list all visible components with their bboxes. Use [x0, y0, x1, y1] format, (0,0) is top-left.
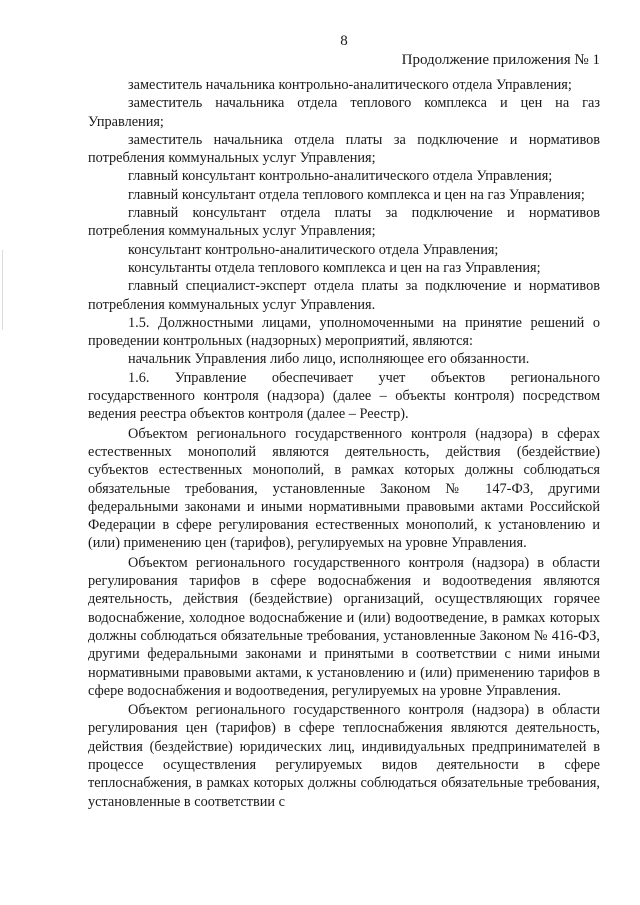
paragraph-chief-consultant-connection-dept: главный консультант отдела платы за подключение и нормативов потребления коммунальных услуг Управления;	[88, 205, 600, 240]
paragraph-water-supply-object: Объектом регионального государственного контроля (надзора) в области регулирования тарифов в сфере водоснабжения и водоотведения являются деятельность, действия (бездействие) организаций, осуществляющих горячее водоснабжение, холодное водоснабжение и (или) водоотведение, в рамках которых должны соблюдаться обязательные требования, установленные Законом № 416-ФЗ, другими федеральными законами и принятыми в соответствии с ними иными нормативными правовыми актами, к установлению и (или) применению тарифов в сфере водоснабжения и водоотведения, регулируемых на уровне Управления.	[88, 554, 600, 699]
page-number: 8	[340, 33, 348, 49]
document-body	[88, 76, 600, 811]
paragraph-consultant-control-dept: консультант контрольно-аналитического отдела Управления;	[128, 241, 499, 258]
appendix-continuation-note: Продолжение приложения № 1	[401, 52, 600, 68]
scan-edge-mark	[2, 250, 3, 330]
paragraph-chief-specialist-connection-dept: главный специалист-эксперт отдела платы за подключение и нормативов потребления коммунальных услуг Управления.	[88, 278, 600, 313]
paragraph-natural-monopolies-object: Объектом регионального государственного контроля (надзора) в сферах естественных монополий являются деятельность, действия (бездействие) субъектов естественных монополий, в рамках которых должны соблюдаться обязательные требования, установленные Законом № 147-ФЗ, другими федеральными законами и иными нормативными правовыми актами Российской Федерации в сфере регулирования естественных монополий, к установлению и (или) применению цен (тарифов), регулируемых на уровне Управления.	[88, 425, 600, 552]
paragraph-deputy-head-control-dept: заместитель начальника контрольно-аналитического отдела Управления;	[128, 77, 572, 93]
paragraph-deputy-head-heat-dept: заместитель начальника отдела теплового комплекса и цен на газ Управления;	[88, 95, 600, 130]
paragraph-deputy-head-connection-dept: заместитель начальника отдела платы за подключение и нормативов потребления коммунальных услуг Управления;	[88, 131, 600, 167]
paragraph-head-of-department: начальник Управления либо лицо, исполняющее его обязанности.	[128, 351, 530, 368]
paragraph-heat-supply-object: Объектом регионального государственного контроля (надзора) в области регулирования цен (тарифов) в сфере теплоснабжения являются деятельность, действия (бездействие) юридических лиц, индивидуальных предпринимателей в процессе осуществления регулируемых видов деятельности в сфере теплоснабжения, в рамках которых должны соблюдаться обязательные требования, установленные в соответствии с	[88, 702, 600, 810]
paragraph-chief-consultant-control-dept: главный консультант контрольно-аналитического отдела Управления;	[128, 168, 553, 185]
paragraph-section-1-6: 1.6. Управление обеспечивает учет объектов регионального государственного контроля (надзора) (далее – объекты контроля) посредством ведения реестра объектов контроля (далее – Реестр).	[88, 369, 600, 423]
paragraph-section-1-5: 1.5. Должностными лицами, уполномоченными на принятие решений о проведении контрольных (надзорных) мероприятий, являются:	[88, 314, 600, 350]
paragraph-consultants-heat-dept: консультанты отдела теплового комплекса и цен на газ Управления;	[128, 259, 541, 276]
paragraph-chief-consultant-heat-dept: главный консультант отдела теплового комплекса и цен на газ Управления;	[128, 186, 585, 203]
